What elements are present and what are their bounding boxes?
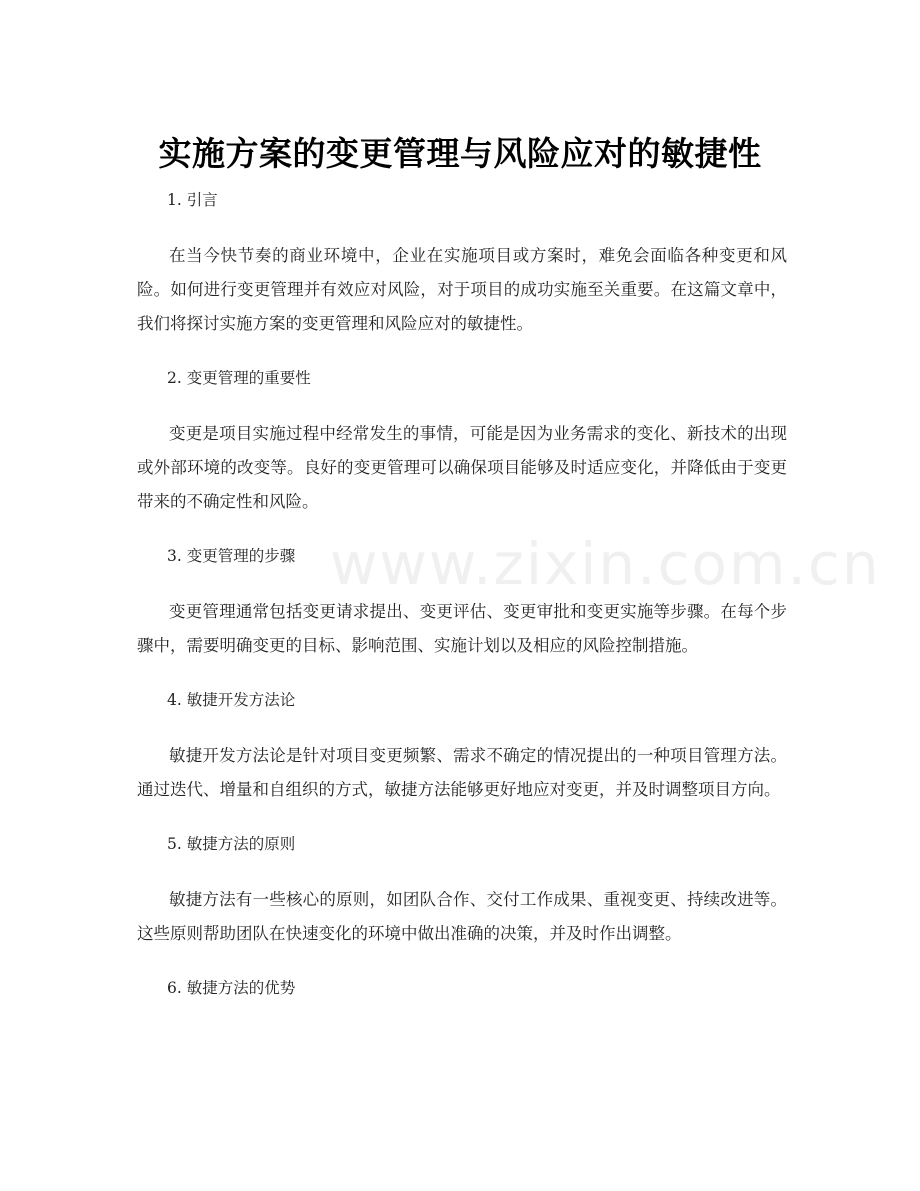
section-heading: 1. 引言 bbox=[167, 191, 218, 209]
section-6 bbox=[137, 971, 787, 1005]
section-paragraph: 变更管理通常包括变更请求提出、变更评估、变更审批和变更实施等步骤。在每个步骤中，需要明确变更的目标、影响范围、实施计划以及相应的风险控制措施。 bbox=[137, 602, 787, 655]
section-heading: 4. 敏捷开发方法论 bbox=[167, 691, 296, 709]
section-5 bbox=[137, 827, 787, 951]
section-paragraph: 在当今快节奏的商业环境中，企业在实施项目或方案时，难免会面临各种变更和风险。如何进行变更管理并有效应对风险，对于项目的成功实施至关重要。在这篇文章中，我们将探讨实施方案的变更管理和风险应对的敏捷性。 bbox=[137, 246, 787, 333]
page-title: 实施方案的变更管理与风险应对的敏捷性 bbox=[158, 134, 762, 174]
section-heading: 3. 变更管理的步骤 bbox=[167, 547, 296, 565]
section-1 bbox=[137, 183, 787, 341]
section-3 bbox=[137, 539, 787, 663]
section-heading: 5. 敏捷方法的原则 bbox=[167, 835, 296, 853]
section-heading: 2. 变更管理的重要性 bbox=[167, 369, 311, 387]
section-2 bbox=[137, 361, 787, 519]
section-heading: 6. 敏捷方法的优势 bbox=[167, 979, 296, 997]
section-4 bbox=[137, 683, 787, 807]
section-paragraph: 敏捷开发方法论是针对项目变更频繁、需求不确定的情况提出的一种项目管理方法。通过迭代、增量和自组织的方式，敏捷方法能够更好地应对变更，并及时调整项目方向。 bbox=[137, 746, 787, 799]
section-paragraph: 敏捷方法有一些核心的原则，如团队合作、交付工作成果、重视变更、持续改进等。这些原则帮助团队在快速变化的环境中做出准确的决策，并及时作出调整。 bbox=[137, 890, 787, 943]
watermark: www.zixin.com.cn bbox=[330, 530, 881, 598]
document-body bbox=[137, 183, 787, 1005]
section-paragraph: 变更是项目实施过程中经常发生的事情，可能是因为业务需求的变化、新技术的出现或外部环境的改变等。良好的变更管理可以确保项目能够及时适应变化，并降低由于变更带来的不确定性和风险。 bbox=[137, 424, 787, 511]
